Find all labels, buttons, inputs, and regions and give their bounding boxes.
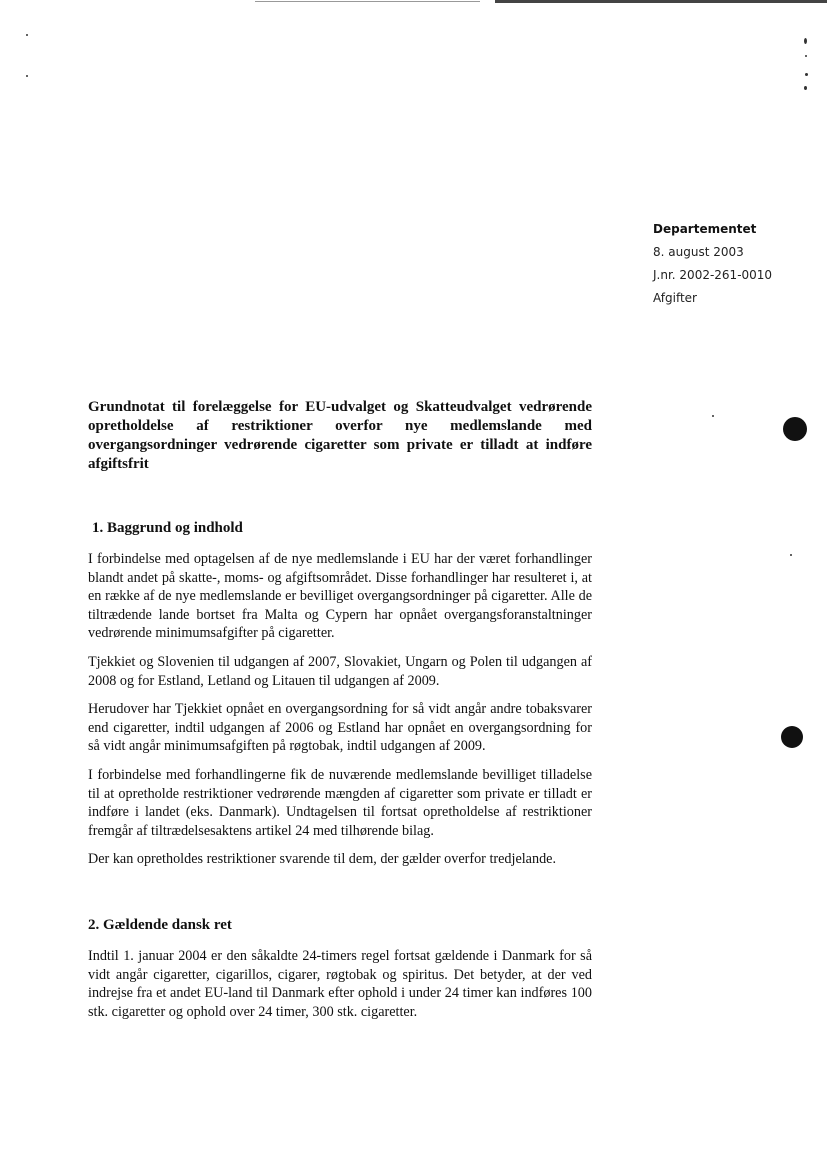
paragraph: I forbindelse med optagelsen af de nye medlemslande i EU har der været forhandlinger blandt andet på skatte-, moms- og afgiftsområdet. Disse forhandlinger har resulteret i, at en række af de nye medlemslande er bevilliget overgangsordninger på cigaretter. Alle de tiltrædende lande bortset fra Malta og Cypern har opnået overgangsforanstaltninger vedrørende minimumsafgifter på cigaretter. (88, 551, 592, 642)
scan-speck (805, 73, 808, 76)
scan-speck (712, 415, 714, 417)
document-title: Grundnotat til forelæggelse for EU-udvalget og Skatteudvalget vedrørende opretholdelse af restriktioner overfor nye medlemslande med overgangsordninger vedrørende cigaretter som private er tilladt at indføre afgiftsfrit (88, 399, 592, 472)
department-name: Departementet (653, 222, 757, 236)
paragraph: Der kan opretholdes restriktioner svarende til dem, der gælder overfor tredjelande. (88, 851, 557, 868)
scan-speck (804, 86, 807, 90)
scan-edge-line (255, 1, 480, 2)
punch-hole (783, 417, 807, 441)
scan-speck (26, 34, 28, 36)
paragraph: Tjekkiet og Slovenien til udgangen af 2007, Slovakiet, Ungarn og Polen til udgangen af 2008 og for Estland, Letland og Litauen til udgangen af 2009. (88, 653, 592, 689)
scan-speck (790, 554, 792, 556)
paragraph: Herudover har Tjekkiet opnået en overgangsordning for så vidt angår andre tobaksvarer end cigaretter, indtil udgangen af 2006 og Estland har opnået en overgangsordning for så vidt angår minimumsafgiften på røgtobak, indtil udgangen af 2009. (88, 701, 592, 755)
section-heading: 2. Gældende dansk ret (88, 916, 232, 933)
document-date: 8. august 2003 (653, 245, 744, 259)
paragraph: Indtil 1. januar 2004 er den såkaldte 24-timers regel fortsat gældende i Danmark for så vidt angår cigaretter, cigarillos, cigarer, røgtobak og spiritus. Det betyder, at der ved indrejse fra et andet EU-land til Danmark efter ophold i under 24 timer kan indføres 100 stk. cigaretter og ophold over 24 timer, 300 stk. cigaretter. (88, 947, 592, 1020)
paragraph: I forbindelse med forhandlingerne fik de nuværende medlemslande bevilliget tilladelse til at opretholde restriktioner vedrørende mængden af cigaretter som private er tilladt er indføre i landet (eks. Danmark). Undtagelsen til fortsat opretholdelse af restriktioner fremgår af tiltrædelsesaktens artikel 24 med tilhørende bilag. (88, 766, 592, 839)
scan-edge-line (495, 0, 827, 3)
letterhead (653, 218, 823, 310)
section-heading: 1. Baggrund og indhold (92, 520, 243, 536)
scan-speck (805, 55, 807, 57)
office-name: Afgifter (653, 291, 697, 305)
journal-number: J.nr. 2002-261-0010 (653, 268, 773, 282)
punch-hole (781, 726, 803, 748)
scan-speck (26, 75, 28, 77)
scan-speck (804, 38, 807, 44)
document-body (88, 398, 592, 1021)
